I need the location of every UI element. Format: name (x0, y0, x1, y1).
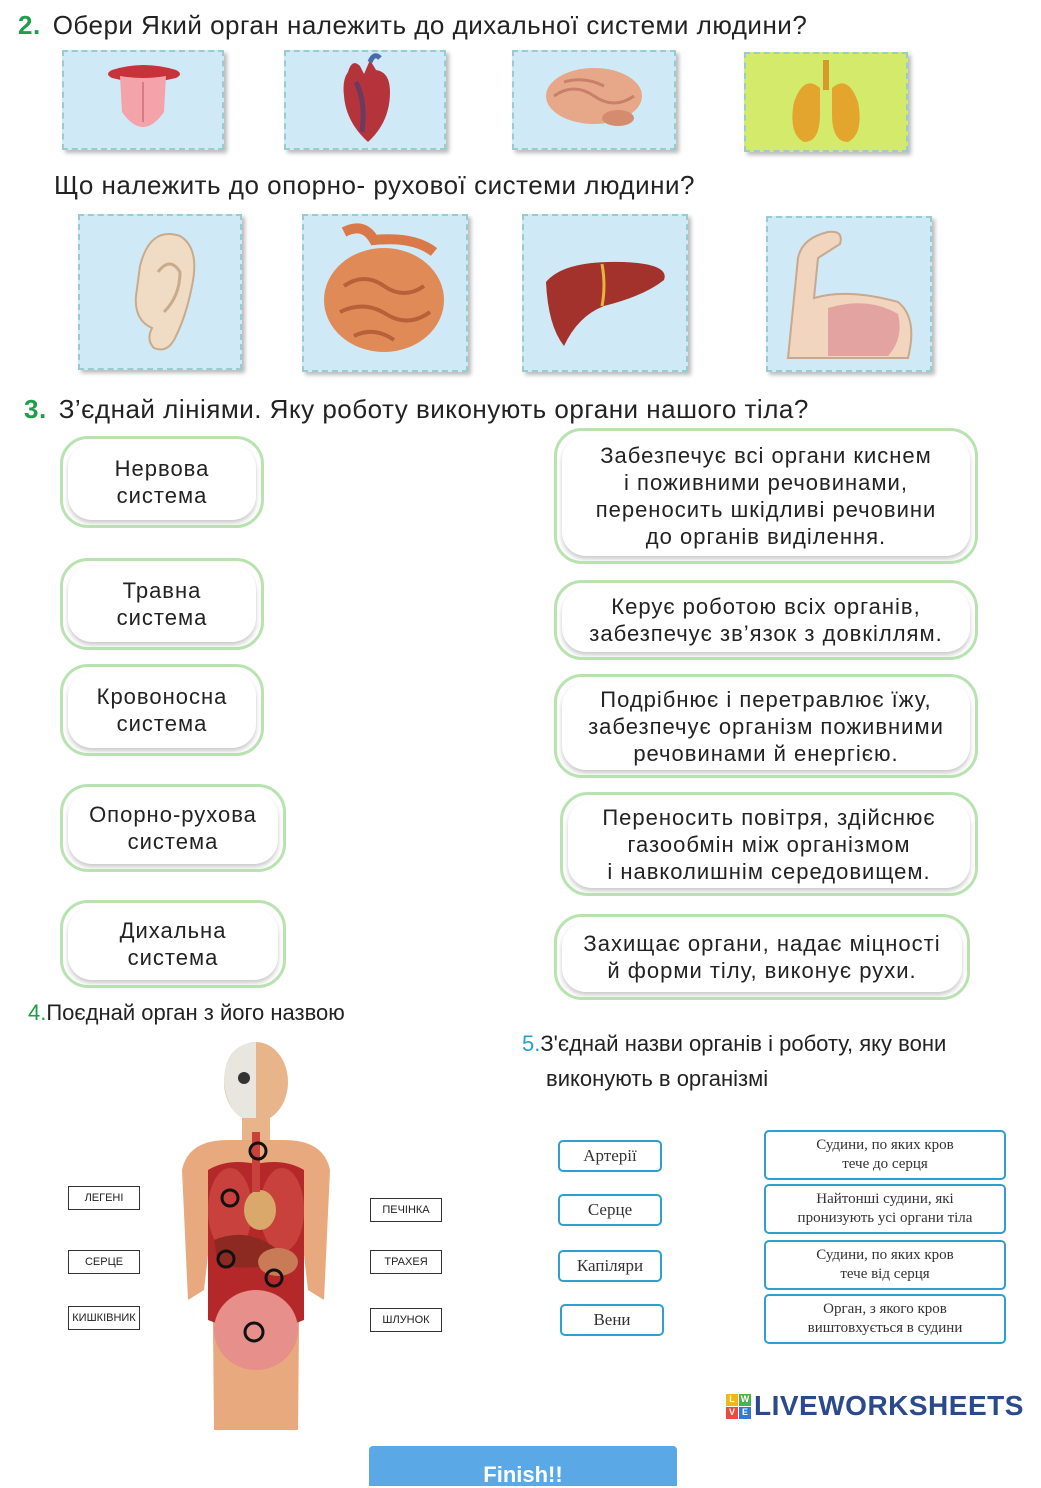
option-lungs[interactable] (744, 52, 908, 152)
organ-capillaries[interactable]: Капіляри (558, 1250, 662, 1282)
function-pill-5[interactable]: Захищає органи, надає міцності й форми тілу, виконує рухи. (554, 914, 970, 1000)
description-3[interactable]: Судини, по яких кров тече від серця (764, 1240, 1006, 1290)
brain-icon (514, 52, 674, 148)
lungs-icon (746, 54, 906, 150)
organ-veins[interactable]: Вени (560, 1304, 664, 1336)
function-pill-2[interactable]: Керує роботою всіх органів, забезпечує зв’язок з довкіллям. (554, 580, 978, 660)
organ-arteries[interactable]: Артерії (558, 1140, 662, 1172)
option-liver[interactable] (522, 214, 688, 372)
description-1[interactable]: Судини, по яких кров тече до серця (764, 1130, 1006, 1180)
system-pill-circulatory[interactable]: Кровоносна система (60, 664, 264, 756)
function-pill-1[interactable]: Забезпечує всі органи киснем і поживними речовинами, переносить шкідливі речовини до органів виділення. (554, 428, 978, 564)
organ-heart[interactable]: Серце (558, 1194, 662, 1226)
option-heart[interactable] (284, 50, 446, 150)
heart-icon (286, 52, 444, 148)
liveworksheets-logo: L W V E LIVEWORKSHEETS (726, 1390, 1024, 1422)
option-arm-muscle[interactable] (766, 216, 932, 372)
function-pill-3[interactable]: Подрібнює і перетравлює їжу, забезпечує організм поживними речовинами й енергією. (554, 674, 978, 778)
finish-button[interactable]: Finish!! (369, 1446, 677, 1486)
q2-title: 2. Обери Який орган належить до дихальної системи людини? (18, 10, 808, 40)
option-ear[interactable] (78, 214, 242, 370)
label-stomach[interactable]: ШЛУНОК (370, 1308, 442, 1332)
system-pill-digestive[interactable]: Травна система (60, 558, 264, 650)
arm-muscle-icon (768, 218, 930, 370)
label-lungs[interactable]: ЛЕГЕНІ (68, 1186, 140, 1210)
label-liver[interactable]: ПЕЧІНКА (370, 1198, 442, 1222)
option-tongue[interactable] (62, 50, 224, 150)
logo-grid-icon: L W V E (726, 1394, 751, 1419)
intestines-icon (304, 216, 466, 370)
label-heart[interactable]: СЕРЦЕ (68, 1250, 140, 1274)
system-pill-respiratory[interactable]: Дихальна система (60, 900, 286, 988)
system-pill-nervous[interactable]: Нервова система (60, 436, 264, 528)
q5-title: 5.З'єднай назви органів і роботу, яку вони виконують в організмі (522, 1031, 947, 1091)
human-body-anatomy-image (168, 1040, 344, 1430)
option-intestines[interactable] (302, 214, 468, 372)
option-brain[interactable] (512, 50, 676, 150)
ear-icon (80, 216, 240, 368)
description-2[interactable]: Найтонші судини, які пронизують усі органи тіла (764, 1184, 1006, 1234)
function-pill-4[interactable]: Переносить повітря, здійснює газообмін між організмом і навколишнім середовищем. (560, 792, 978, 896)
q2-subtitle: Що належить до опорно- рухової системи людини? (54, 170, 695, 200)
system-pill-musculoskeletal[interactable]: Опорно-рухова система (60, 784, 286, 872)
label-trachea[interactable]: ТРАХЕЯ (370, 1250, 442, 1274)
q4-title: 4.Поєднай орган з його назвою (28, 1000, 345, 1025)
tongue-icon (64, 52, 222, 148)
label-intestines[interactable]: КИШКІВНИК (68, 1306, 140, 1330)
q3-title: 3. З’єднай лініями. Яку роботу виконують органи нашого тіла? (24, 394, 809, 424)
description-4[interactable]: Орган, з якого кров виштовхується в судини (764, 1294, 1006, 1344)
liver-icon (524, 216, 686, 370)
